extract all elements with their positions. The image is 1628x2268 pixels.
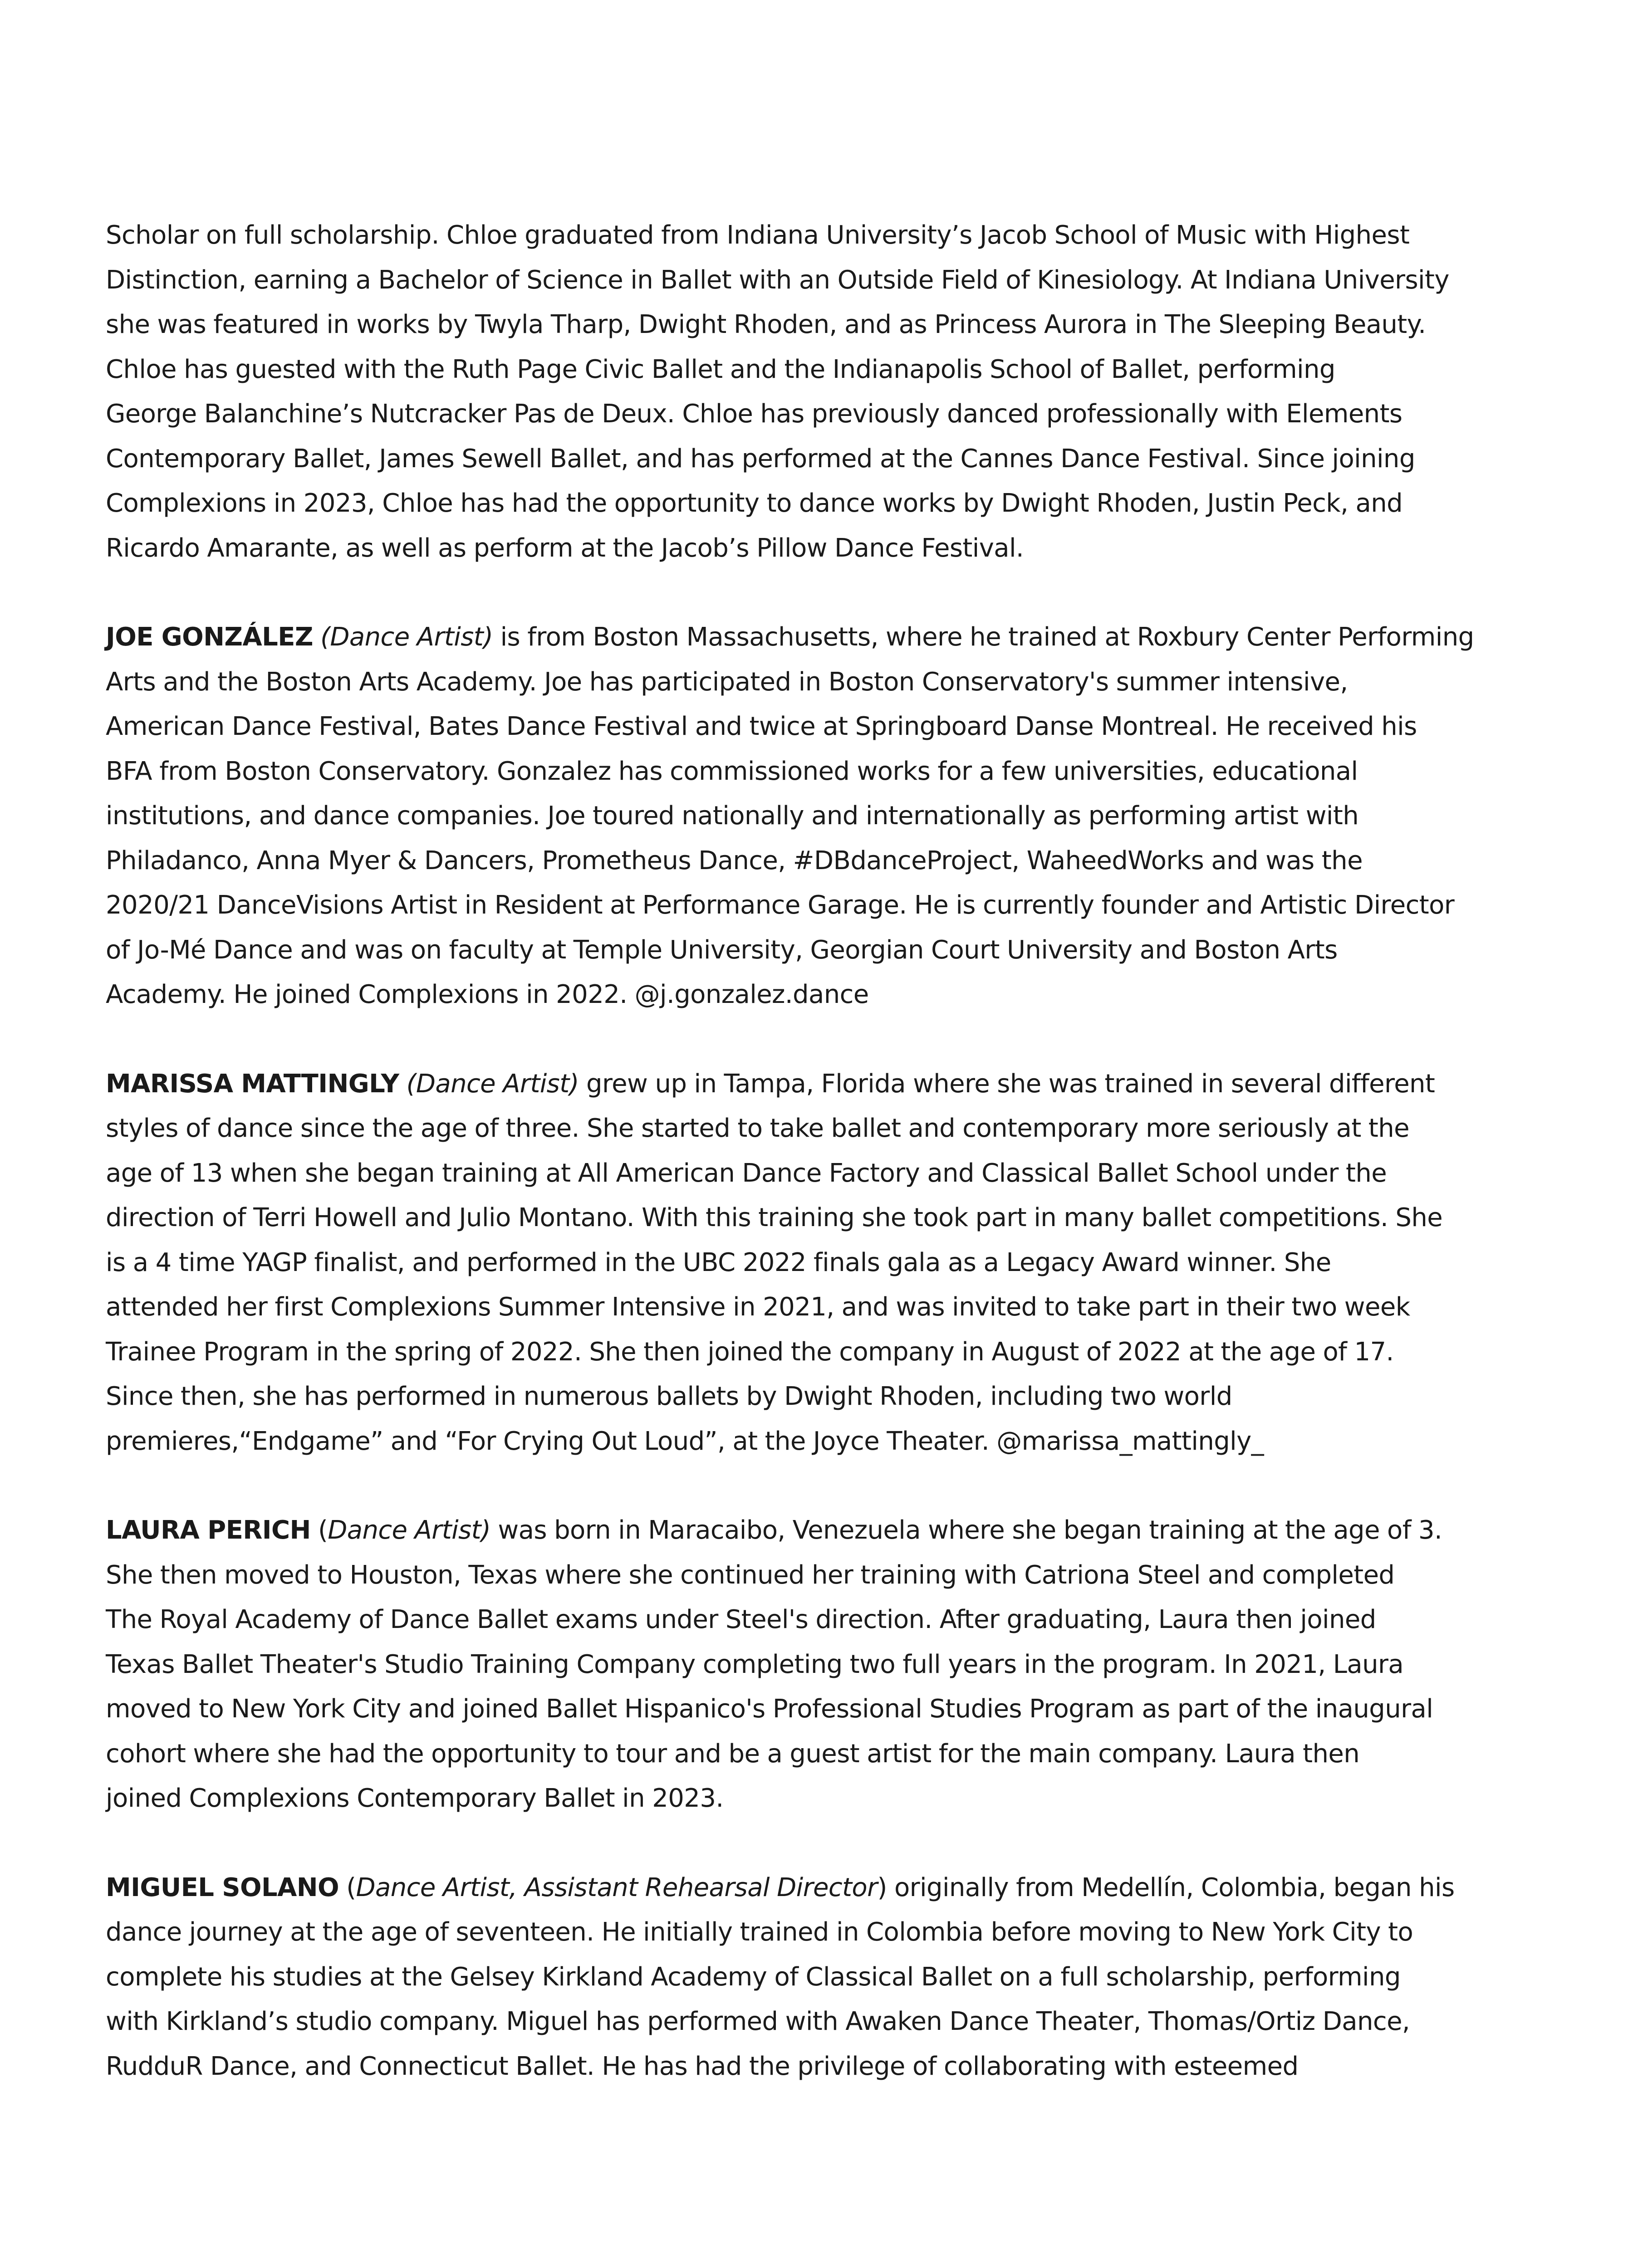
text-line [106, 1330, 1521, 1375]
bio-text: age of 13 when she began training at All American Dance Factory and Classical Ballet School under the [106, 1158, 1387, 1188]
text-line [106, 839, 1521, 884]
text-line [106, 1241, 1521, 1286]
text-line [106, 794, 1521, 839]
dancer-role: Dance Artist) [328, 1515, 491, 1545]
bio-text: BFA from Boston Conservatory. Gonzalez has commissioned works for a few universities, educational [106, 756, 1358, 786]
text-line [106, 1062, 1521, 1107]
text-line [106, 2044, 1521, 2089]
dancer-name: MIGUEL SOLANO [106, 1872, 339, 1902]
bio-text: cohort where she had the opportunity to tour and be a guest artist for the main company. Laura then [106, 1739, 1360, 1769]
bio-text: Arts and the Boston Arts Academy. Joe has participated in Boston Conservatory's summer intensive, [106, 667, 1348, 697]
text-line [106, 1151, 1521, 1196]
bio-text: moved to New York City and joined Ballet Hispanico's Professional Studies Program as part of the inaugural [106, 1694, 1433, 1724]
bio-text: Philadanco, Anna Myer & Dancers, Prometheus Dance, #DBdanceProject, WaheedWorks and was the [106, 846, 1363, 875]
bio-text: attended her first Complexions Summer Intensive in 2021, and was invited to take part in their two week [106, 1292, 1410, 1322]
bio-text: Distinction, earning a Bachelor of Science in Ballet with an Outside Field of Kinesiology. At Indiana University [106, 265, 1449, 295]
text-line [106, 928, 1521, 973]
text-line [106, 1285, 1521, 1330]
bio-paragraph-joe-gonzalez [106, 615, 1521, 1017]
text-line [106, 1374, 1521, 1419]
text-line [106, 704, 1521, 749]
bio-text: institutions, and dance companies. Joe toured nationally and internationally as performing artist with [106, 801, 1359, 831]
bio-text: of Jo-Mé Dance and was on faculty at Temple University, Georgian Court University and Boston Arts [106, 935, 1338, 965]
text-line [106, 437, 1521, 482]
dancer-name: JOE GONZÁLEZ [106, 622, 313, 652]
bio-text: she was featured in works by Twyla Tharp, Dwight Rhoden, and as Princess Aurora in The Sleeping Beauty. [106, 310, 1426, 339]
bio-text: with Kirkland’s studio company. Miguel has performed with Awaken Dance Theater, Thomas/Ortiz Dance, [106, 2007, 1410, 2036]
bio-text: The Royal Academy of Dance Ballet exams under Steel's direction. After graduating, Laura then joined [106, 1605, 1376, 1634]
text-line [106, 1687, 1521, 1732]
text-line [106, 749, 1521, 794]
dancer-role: (Dance Artist) [406, 1069, 579, 1099]
bio-text: George Balanchine’s Nutcracker Pas de Deux. Chloe has previously danced professionally with Elements [106, 399, 1402, 429]
bio-text: RudduR Dance, and Connecticut Ballet. He has had the privilege of collaborating with esteemed [106, 2051, 1299, 2081]
text-line [106, 481, 1521, 526]
bio-text: grew up in Tampa, Florida where she was trained in several different [579, 1069, 1435, 1099]
bio-text: Complexions in 2023, Chloe has had the opportunity to dance works by Dwight Rhoden, Justin Peck, and [106, 489, 1403, 518]
bio-text: Academy. He joined Complexions in 2022. @j.gonzalez.dance [106, 980, 869, 1009]
text-line [106, 1776, 1521, 1821]
dancer-role: (Dance Artist) [320, 622, 493, 652]
bio-paragraph-miguel-solano [106, 1866, 1521, 2089]
bio-text: direction of Terri Howell and Julio Montano. With this training she took part in many ballet competitions. She [106, 1203, 1443, 1232]
bio-text: dance journey at the age of seventeen. He initially trained in Colombia before moving to New York City to [106, 1917, 1413, 1947]
bio-paragraph-chloe [106, 213, 1521, 571]
bio-paragraph-laura-perich [106, 1508, 1521, 1821]
text-line [106, 1196, 1521, 1241]
bio-text: ( [339, 1872, 356, 1902]
text-line [106, 660, 1521, 705]
text-line [106, 258, 1521, 303]
bio-text: was born in Maracaibo, Venezuela where she began training at the age of 3. [490, 1515, 1442, 1545]
bio-text: ) originally from Medellín, Colombia, began his [877, 1872, 1455, 1902]
bio-text: is a 4 time YAGP finalist, and performed in the UBC 2022 finals gala as a Legacy Award winner. She [106, 1247, 1331, 1277]
text-line [106, 615, 1521, 660]
text-line [106, 1642, 1521, 1687]
text-line [106, 1106, 1521, 1151]
bio-text: American Dance Festival, Bates Dance Festival and twice at Springboard Danse Montreal. He received his [106, 712, 1417, 741]
text-line [106, 526, 1521, 571]
text-line [106, 1419, 1521, 1464]
text-line [106, 1732, 1521, 1777]
text-line [106, 1508, 1521, 1553]
text-line [106, 213, 1521, 258]
text-line [106, 392, 1521, 437]
text-line [106, 973, 1521, 1017]
bio-text-column [106, 213, 1521, 2133]
bio-paragraph-marissa-mattingly [106, 1062, 1521, 1464]
bio-text: is from Boston Massachusetts, where he trained at Roxbury Center Performing [493, 622, 1474, 652]
bio-text: Trainee Program in the spring of 2022. She then joined the company in August of 2022 at the age of 17. [106, 1337, 1394, 1367]
text-line [106, 1598, 1521, 1642]
bio-text: joined Complexions Contemporary Ballet in 2023. [106, 1784, 724, 1813]
bio-text: styles of dance since the age of three. She started to take ballet and contemporary more seriously at the [106, 1114, 1410, 1143]
bio-text: Scholar on full scholarship. Chloe graduated from Indiana University’s Jacob School of Music with Highest [106, 220, 1410, 250]
text-line [106, 1999, 1521, 2044]
bio-text: She then moved to Houston, Texas where she continued her training with Catriona Steel and completed [106, 1560, 1395, 1590]
bio-text: Ricardo Amarante, as well as perform at the Jacob’s Pillow Dance Festival. [106, 533, 1024, 563]
bio-text: premieres,“Endgame” and “For Crying Out Loud”, at the Joyce Theater. @marissa_mattingly_ [106, 1426, 1264, 1456]
dancer-name: MARISSA MATTINGLY [106, 1069, 399, 1099]
text-line [106, 1866, 1521, 1911]
text-line [106, 303, 1521, 347]
bio-text: 2020/21 DanceVisions Artist in Resident at Performance Garage. He is currently founder and Artistic Director [106, 890, 1455, 920]
dancer-name: LAURA PERICH [106, 1515, 311, 1545]
text-line [106, 1955, 1521, 2000]
text-line [106, 347, 1521, 392]
bio-text: complete his studies at the Gelsey Kirkland Academy of Classical Ballet on a full scholarship, performing [106, 1962, 1401, 1992]
text-line [106, 883, 1521, 928]
bio-text [399, 1069, 406, 1099]
bio-text: Since then, she has performed in numerous ballets by Dwight Rhoden, including two world [106, 1382, 1232, 1411]
bio-text: Chloe has guested with the Ruth Page Civic Ballet and the Indianapolis School of Ballet, performing [106, 354, 1335, 384]
bio-text: Texas Ballet Theater's Studio Training Company completing two full years in the program. In 2021, Laura [106, 1649, 1404, 1679]
dancer-role: Dance Artist, Assistant Rehearsal Director [356, 1872, 878, 1902]
text-line [106, 1553, 1521, 1598]
bio-text: Contemporary Ballet, James Sewell Ballet, and has performed at the Cannes Dance Festival. Since joining [106, 444, 1415, 474]
text-line [106, 1910, 1521, 1955]
bio-text [313, 622, 320, 652]
bio-text: ( [310, 1515, 328, 1545]
